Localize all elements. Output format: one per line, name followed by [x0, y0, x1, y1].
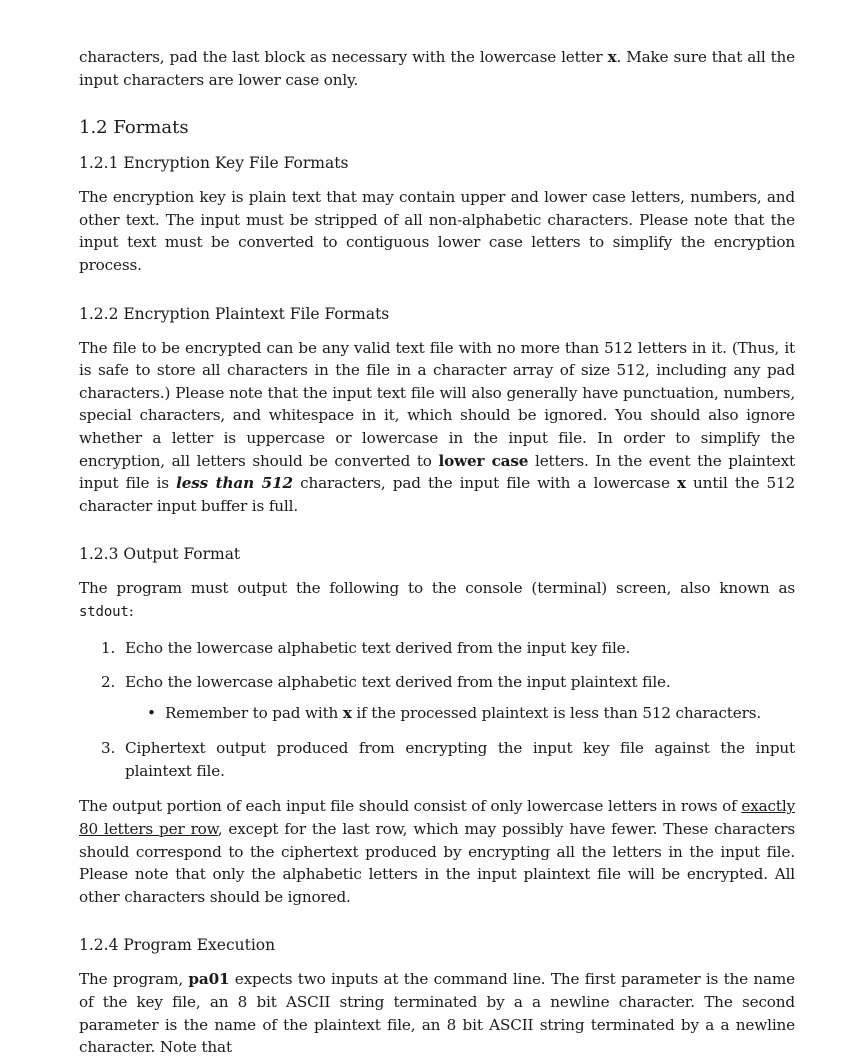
intro-paragraph — [79, 46, 795, 91]
less-than-512-bold-italic: less than 512 — [176, 474, 293, 493]
plaintext-format-heading: 1.2.2 Encryption Plaintext File Formats — [79, 304, 390, 323]
list-item-number: 1. — [101, 638, 116, 657]
list-item-number: 2. — [101, 673, 116, 692]
stdout-code: stdout — [79, 603, 129, 620]
list-item — [79, 671, 795, 694]
output-list — [79, 637, 795, 783]
execution-text: The program, — [79, 970, 189, 989]
output-format-heading: 1.2.3 Output Format — [79, 545, 241, 564]
sub-list-item — [79, 702, 795, 725]
output-para-text: The output portion of each input file should consist of only lowercase letters in rows of — [79, 797, 742, 816]
bullet-icon: • — [147, 703, 156, 722]
pa01-bold: pa01 — [188, 970, 230, 989]
underlined-80-letters: exactly 80 letters per row — [79, 797, 795, 839]
list-item — [79, 637, 795, 660]
intro-bold-x: x — [607, 48, 617, 66]
execution-text-end: expects two inputs at the command line. The first parameter is the name of the key file, an 8 bit ASCII string terminated by a a newline character. The second parameter is the name of the plaintext file, an 8 bit ASCII string terminated by a a newline character. Note that — [79, 970, 795, 1057]
list-item-number: 3. — [101, 739, 116, 758]
output-intro-text: The program must output the following to the console (terminal) screen, also known as — [79, 579, 795, 598]
intro-text: characters, pad the last block as necessary with the lowercase letter — [79, 48, 608, 66]
output-portion-paragraph — [79, 795, 795, 908]
lower-case-bold: lower case — [438, 451, 529, 470]
list-item-text: Echo the lowercase alphabetic text derived from the input plaintext file. — [125, 673, 671, 692]
sub-item-text-end: if the processed plaintext is less than 512 characters. — [351, 703, 762, 722]
formats-heading: 1.2 Formats — [79, 117, 189, 139]
execution-heading: 1.2.4 Program Execution — [79, 936, 276, 955]
output-intro-end: : — [128, 601, 134, 620]
document-page — [79, 46, 795, 1059]
key-format-paragraph: The encryption key is plain text that may contain upper and lower case letters, numbers, and other text. The input must be stripped of all non-alphabetic characters. Please note that the input text must be converted to contiguous lower case letters to simplify the encryption process. — [79, 188, 795, 274]
sub-item-text: Remember to pad with — [165, 703, 343, 722]
output-para-text-end: , except for the last row, which may possibly have fewer. These characters should correspond to the ciphertext produced by encrypting all the letters in the input file. Please note that only the alphabetic letters in the input plaintext file will be encrypted. All other characters should be ignored. — [79, 820, 795, 906]
list-item — [79, 737, 795, 782]
list-item-text: Ciphertext output produced from encrypting the input key file against the input plaintext file. — [125, 739, 795, 780]
plaintext-text: until the 512 character input buffer is full. — [79, 474, 795, 515]
sub-item-bold-x: x — [342, 703, 352, 722]
pad-x-bold: x — [676, 474, 686, 493]
plaintext-text: characters, pad the input file with a lowercase — [292, 474, 677, 493]
intro-text-end: . Make sure that all the input characters are lower case only. — [79, 48, 796, 89]
list-item-text: Echo the lowercase alphabetic text derived from the input key file. — [125, 638, 631, 657]
plaintext-text: letters. In the event the plaintext input file is — [79, 451, 795, 493]
output-intro-paragraph — [79, 577, 795, 623]
plaintext-format-paragraph — [79, 337, 795, 518]
key-format-heading: 1.2.1 Encryption Key File Formats — [79, 154, 349, 173]
plaintext-text: The file to be encrypted can be any valid text file with no more than 512 letters in it. (Thus, it is safe to store all characters in the file in a character array of size 512, including any pad characters.) Please note that the input text file will also generally have punctuation, numbers, special characters, and whitespace in it, which should be ignored. You should also ignore whether a letter is uppercase or lowercase in the input file. In order to simplify the encryption, all letters should be converted to — [79, 338, 795, 470]
execution-paragraph — [79, 968, 795, 1058]
